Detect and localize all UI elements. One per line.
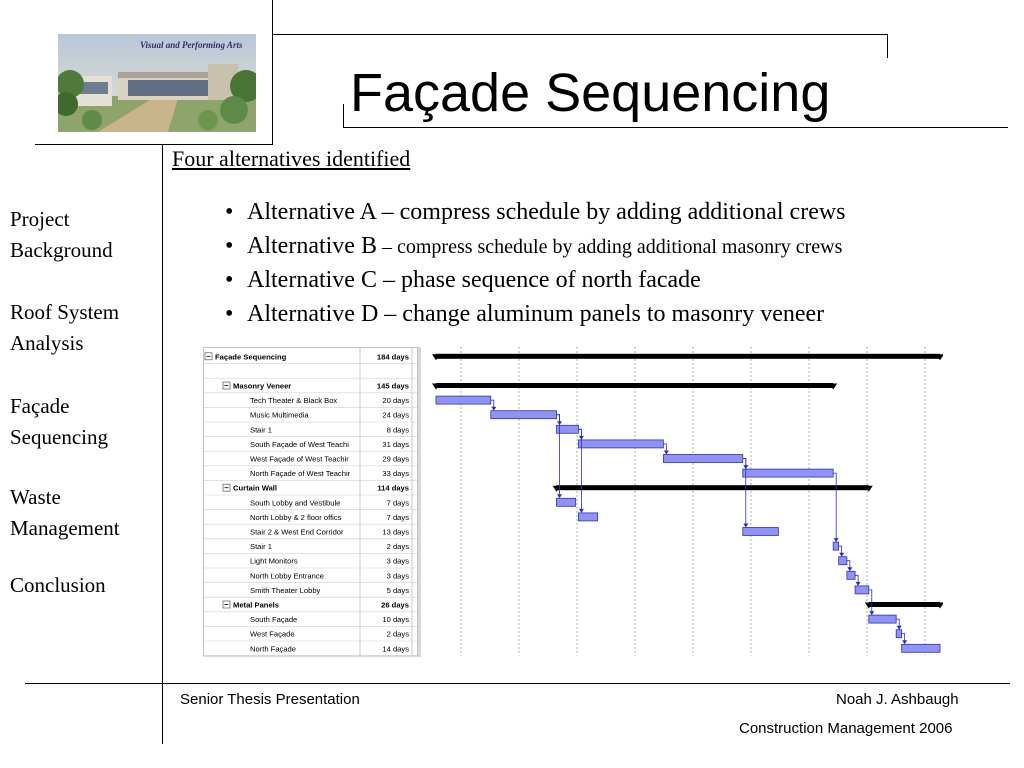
- gantt-task-duration: 3 days: [386, 556, 409, 566]
- footer-presentation: Senior Thesis Presentation: [180, 691, 360, 708]
- gantt-task-duration: 10 days: [382, 615, 409, 625]
- gantt-task-name: South Lobby and Vestibule: [250, 498, 341, 508]
- nav-line: Management: [10, 516, 120, 540]
- nav-item-roof-system-analysis[interactable]: [10, 297, 119, 359]
- gantt-task-name: North Façade: [250, 644, 297, 654]
- gantt-task-bar: [436, 396, 491, 404]
- gantt-task-duration: 7 days: [386, 498, 409, 508]
- gantt-dependency-arrow: [579, 509, 584, 513]
- nav-item-project-background[interactable]: [10, 204, 113, 266]
- gantt-task-name: West Façade of West Teachir: [250, 454, 349, 464]
- title-rule-bottom-tick: [343, 104, 344, 128]
- gantt-task-duration: 5 days: [386, 585, 409, 595]
- nav-item-facade-sequencing[interactable]: [10, 391, 108, 453]
- gantt-task-name: North Façade of West Teachir: [250, 469, 351, 479]
- gantt-task-bar: [557, 498, 576, 506]
- gantt-task-name: Metal Panels: [233, 600, 280, 610]
- alternatives-list: [225, 197, 846, 333]
- gantt-task-duration: 13 days: [382, 527, 409, 537]
- gantt-dependency-link: [855, 575, 858, 583]
- gantt-task-bar: [491, 411, 557, 419]
- nav-line: Conclusion: [10, 573, 106, 597]
- gantt-dependency-arrow: [856, 582, 861, 586]
- gantt-task-duration: 2 days: [386, 629, 409, 639]
- gantt-dependency-link: [839, 546, 842, 554]
- bullet-alternative-d: • Alternative D – change aluminum panels to masonry veneer: [225, 301, 825, 327]
- gantt-dependency-link: [902, 634, 905, 642]
- gantt-task-name: Masonry Veneer: [233, 381, 292, 391]
- gantt-summary-bar: [869, 602, 940, 607]
- gantt-task-bar: [847, 571, 855, 579]
- nav-item-waste-management[interactable]: [10, 482, 120, 544]
- slide-title: Façade Sequencing: [350, 63, 831, 123]
- gantt-task-duration: 31 days: [382, 439, 409, 449]
- gantt-dependency-link: [491, 400, 494, 408]
- gantt-dependency-link: [833, 473, 836, 539]
- gantt-dependency-link: [557, 415, 560, 423]
- nav-line: Roof System: [10, 300, 120, 324]
- gantt-dependency-link: [663, 444, 666, 452]
- bullet-text: – phase sequence of north facade: [376, 267, 701, 293]
- gantt-dependency-arrow: [743, 524, 748, 528]
- gantt-task-duration: 14 days: [382, 644, 409, 654]
- gantt-task-name: Curtain Wall: [233, 483, 278, 493]
- gantt-task-name: Smith Theater Lobby: [250, 585, 321, 595]
- nav-line: Façade: [10, 394, 70, 418]
- gantt-task-duration: 145 days: [376, 381, 409, 391]
- gantt-task-duration: 3 days: [386, 571, 409, 581]
- footer-rule: [25, 683, 1010, 684]
- gantt-task-bar: [839, 557, 847, 565]
- footer-author: Noah J. Ashbaugh: [836, 691, 959, 708]
- gantt-summary-bar: [557, 485, 869, 490]
- nav-line: Sequencing: [10, 425, 108, 449]
- bullet-lead: Alternative D: [247, 301, 379, 327]
- building-photo-logo: [58, 34, 256, 132]
- gantt-summary-bar: [436, 383, 833, 388]
- gantt-task-bar: [743, 469, 833, 477]
- gantt-dependency-link: [578, 429, 581, 437]
- gantt-dependency-arrow: [834, 538, 839, 542]
- gantt-task-name: Music Multimedia: [250, 410, 309, 420]
- gantt-dependency-link: [869, 590, 872, 612]
- gantt-dependency-arrow: [902, 640, 907, 644]
- sidebar-divider: [162, 144, 163, 744]
- gantt-task-name: Tech Theater & Black Box: [250, 396, 338, 406]
- gantt-dependency-link: [743, 459, 746, 525]
- bullet-alternative-b: • Alternative B – compress schedule by adding additional masonry crews: [225, 233, 843, 259]
- bullet-lead: Alternative A: [247, 199, 376, 225]
- gantt-task-bar: [902, 644, 940, 652]
- bullet-alternative-a: • Alternative A – compress schedule by adding additional crews: [225, 199, 846, 225]
- bullet-text: – compress schedule by adding additional masonry crews: [376, 236, 843, 258]
- gantt-task-duration: 184 days: [376, 352, 409, 362]
- gantt-dependency-link: [896, 619, 899, 627]
- gantt-task-duration: 20 days: [382, 396, 409, 406]
- gantt-dependency-link: [847, 561, 850, 569]
- gantt-task-bar: [578, 440, 663, 448]
- gantt-task-bar: [578, 513, 597, 521]
- gantt-task-name: West Façade: [250, 629, 295, 639]
- title-rule-top: [273, 34, 888, 35]
- gantt-task-duration: 24 days: [382, 410, 409, 420]
- nav-line: Project: [10, 207, 70, 231]
- gantt-task-duration: 2 days: [386, 542, 409, 552]
- gantt-task-name: Stair 2 & West End Corridor: [250, 527, 344, 537]
- gantt-task-name: Stair 1: [250, 542, 272, 552]
- footer-program: Construction Management 2006: [739, 720, 953, 737]
- bullet-lead: Alternative C: [247, 267, 377, 293]
- gantt-dependency-arrow: [897, 626, 902, 630]
- gantt-task-duration: 29 days: [382, 454, 409, 464]
- logo-caption: Visual and Performing Arts: [140, 40, 243, 50]
- logo-divider-vertical: [272, 0, 273, 145]
- gantt-dependency-arrow: [869, 611, 874, 615]
- gantt-dependency-arrow: [839, 553, 844, 557]
- gantt-dependency-arrow: [557, 494, 562, 498]
- gantt-chart: [203, 347, 943, 657]
- gantt-dependency-arrow: [491, 407, 496, 411]
- bullet-alternative-c: • Alternative C – phase sequence of north facade: [225, 267, 701, 293]
- gantt-task-name: South Façade: [250, 615, 298, 625]
- gantt-task-duration: 7 days: [386, 512, 409, 522]
- bullet-text: – change aluminum panels to masonry veneer: [378, 301, 825, 327]
- gantt-task-duration: 8 days: [386, 425, 409, 435]
- gantt-task-bar: [869, 615, 896, 623]
- slide-subtitle: Four alternatives identified: [172, 146, 411, 171]
- title-rule-top-tick: [887, 34, 888, 58]
- nav-item-conclusion[interactable]: [10, 570, 106, 601]
- gantt-task-name: North Lobby & 2 floor offics: [250, 512, 342, 522]
- bullet-text: – compress schedule by adding additional crews: [375, 199, 846, 225]
- gantt-task-name: Light Monitors: [250, 556, 298, 566]
- gantt-dependency-arrow: [664, 451, 669, 455]
- gantt-task-bar: [833, 542, 838, 550]
- nav-line: Waste: [10, 485, 61, 509]
- gantt-summary-bar: [436, 354, 940, 359]
- gantt-task-bar: [663, 455, 742, 463]
- nav-line: Analysis: [10, 331, 84, 355]
- gantt-task-name: North Lobby Entrance: [250, 571, 324, 581]
- gantt-task-bar: [743, 528, 779, 536]
- nav-line: Background: [10, 238, 113, 262]
- gantt-task-duration: 26 days: [381, 600, 409, 610]
- gantt-dependency-link: [743, 459, 746, 467]
- gantt-splitter: [418, 347, 421, 657]
- gantt-task-duration: 33 days: [382, 469, 409, 479]
- bullet-lead: Alternative B: [247, 233, 377, 259]
- title-rule-bottom: [343, 127, 1008, 128]
- gantt-task-name: Stair 1: [250, 425, 272, 435]
- gantt-task-name: South Façade of West Teachi: [250, 439, 349, 449]
- gantt-task-duration: 114 days: [377, 483, 409, 493]
- gantt-dependency-arrow: [847, 567, 852, 571]
- gantt-task-bar: [855, 586, 869, 594]
- gantt-task-name: Façade Sequencing: [215, 352, 287, 362]
- header-rule: [35, 144, 273, 145]
- gantt-task-bar: [896, 630, 901, 638]
